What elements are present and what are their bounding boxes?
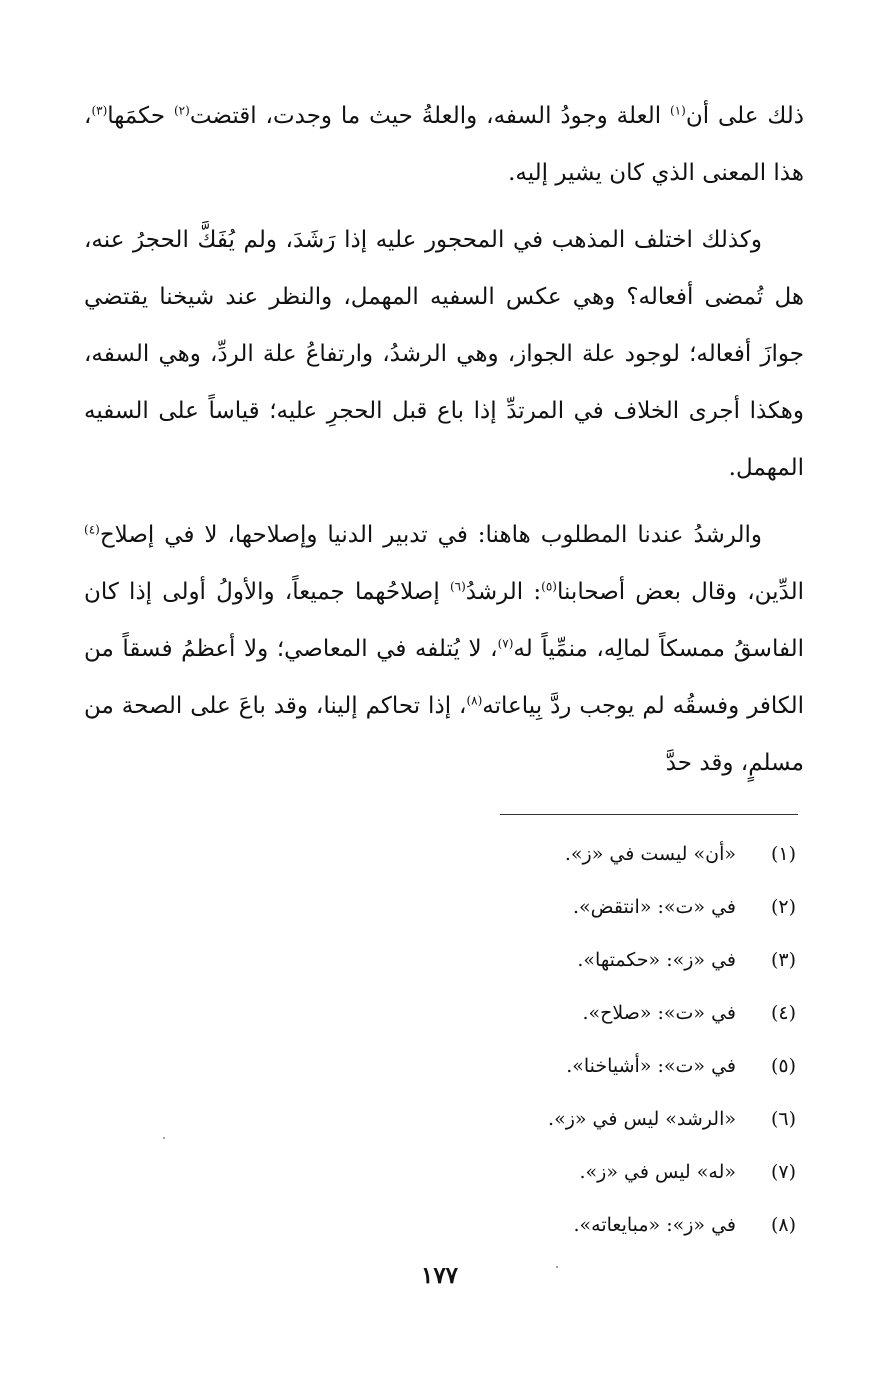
text-run: ، إذا تحاكم إلينا، وقد باعَ على الصحة من مسلمٍ، وقد حدَّ — [84, 693, 804, 776]
footnotes-list — [300, 828, 796, 1252]
footnote-item — [300, 881, 796, 934]
footnote-reference: (٧) — [497, 636, 514, 651]
text-run: والرشدُ عندنا المطلوب هاهنا: في تدبير الدنيا وإصلاحها، لا في إصلاح — [99, 522, 762, 548]
scan-speck — [163, 1137, 165, 1139]
footnote-item — [300, 828, 796, 881]
page-number: ١٧٧ — [420, 1262, 459, 1289]
text-run: العلة وجودُ السفه، والعلةُ حيث ما وجدت، اقتضت — [189, 103, 670, 129]
footnote-text: في «ت»: «أشياخنا». — [566, 1055, 736, 1077]
footnote-reference: (١) — [669, 103, 686, 118]
footnote-number: (٤) — [770, 1002, 796, 1024]
body-paragraph — [84, 507, 804, 792]
text-run: حكمَها — [107, 103, 174, 129]
footnote-reference: (٥) — [541, 579, 557, 594]
main-text — [84, 88, 804, 792]
footnote-text: في «ز»: «حكمتها». — [577, 949, 736, 971]
text-run: : الرشدُ — [465, 579, 542, 605]
footnote-reference: (٨) — [466, 693, 483, 708]
footnote-reference: (٣) — [91, 103, 108, 118]
body-paragraph — [84, 212, 804, 497]
text-run: إصلاحُهما جميعاً، والأولُ أولى إذا كان الفاسقُ ممسكاً لمالِه، منمِّياً له — [84, 579, 804, 662]
footnote-number: (٢) — [770, 896, 796, 918]
footnote-reference: (٦) — [449, 579, 466, 594]
text-run: الدِّين، وقال بعض أصحابنا — [556, 579, 805, 605]
footnote-item — [300, 1093, 796, 1146]
footnote-text: «أن» ليست في «ز». — [564, 843, 736, 865]
footnote-reference: (٢) — [173, 103, 190, 118]
footnote-item — [300, 934, 796, 987]
footnote-number: (٦) — [770, 1108, 796, 1130]
footnote-item — [300, 1040, 796, 1093]
text-run: ، هذا المعنى الذي كان يشير إليه. — [84, 103, 804, 186]
footnote-item — [300, 1146, 796, 1199]
body-paragraph — [84, 88, 804, 202]
text-run: ذلك على أن — [685, 103, 804, 129]
footnote-item — [300, 1199, 796, 1252]
footnote-text: في «ز»: «مبايعاته». — [573, 1214, 736, 1236]
footnote-text: «الرشد» ليس في «ز». — [548, 1108, 736, 1130]
footnote-reference: (٤) — [84, 522, 100, 537]
footnote-number: (٣) — [770, 949, 796, 971]
footnote-number: (٨) — [770, 1214, 796, 1236]
footnote-number: (٧) — [770, 1161, 796, 1183]
footnote-text: في «ت»: «انتقض». — [572, 896, 736, 918]
scan-speck — [556, 1266, 558, 1268]
footnote-text: في «ت»: «صلاح». — [582, 1002, 736, 1024]
footnote-separator — [500, 814, 798, 815]
footnote-number: (١) — [770, 843, 796, 865]
text-run: وكذلك اختلف المذهب في المحجور عليه إذا رَشَدَ، ولم يُفَكَّ الحجرُ عنه، هل تُمضى أفعاله؟ وهي عكس السفيه المهمل، والنظر عند شيخنا يقتضي جوازَ أفعاله؛ لوجود علة الجواز، وهي الرشدُ، وارتفاعُ علة الردِّ، وهي السفه، وهكذا أجرى الخلاف في المرتدِّ إذا باع قبل الحجرِ عليه؛ قياساً على السفيه المهمل. — [84, 227, 804, 481]
footnote-text: «له» ليس في «ز». — [579, 1161, 736, 1183]
footnote-item — [300, 987, 796, 1040]
text-run: ، لا يُتلفه في المعاصي؛ ولا أعظمُ فسقاً من الكافر وفسقُه لم يوجب ردَّ بِياعاته — [84, 636, 805, 719]
footnote-number: (٥) — [770, 1055, 796, 1077]
